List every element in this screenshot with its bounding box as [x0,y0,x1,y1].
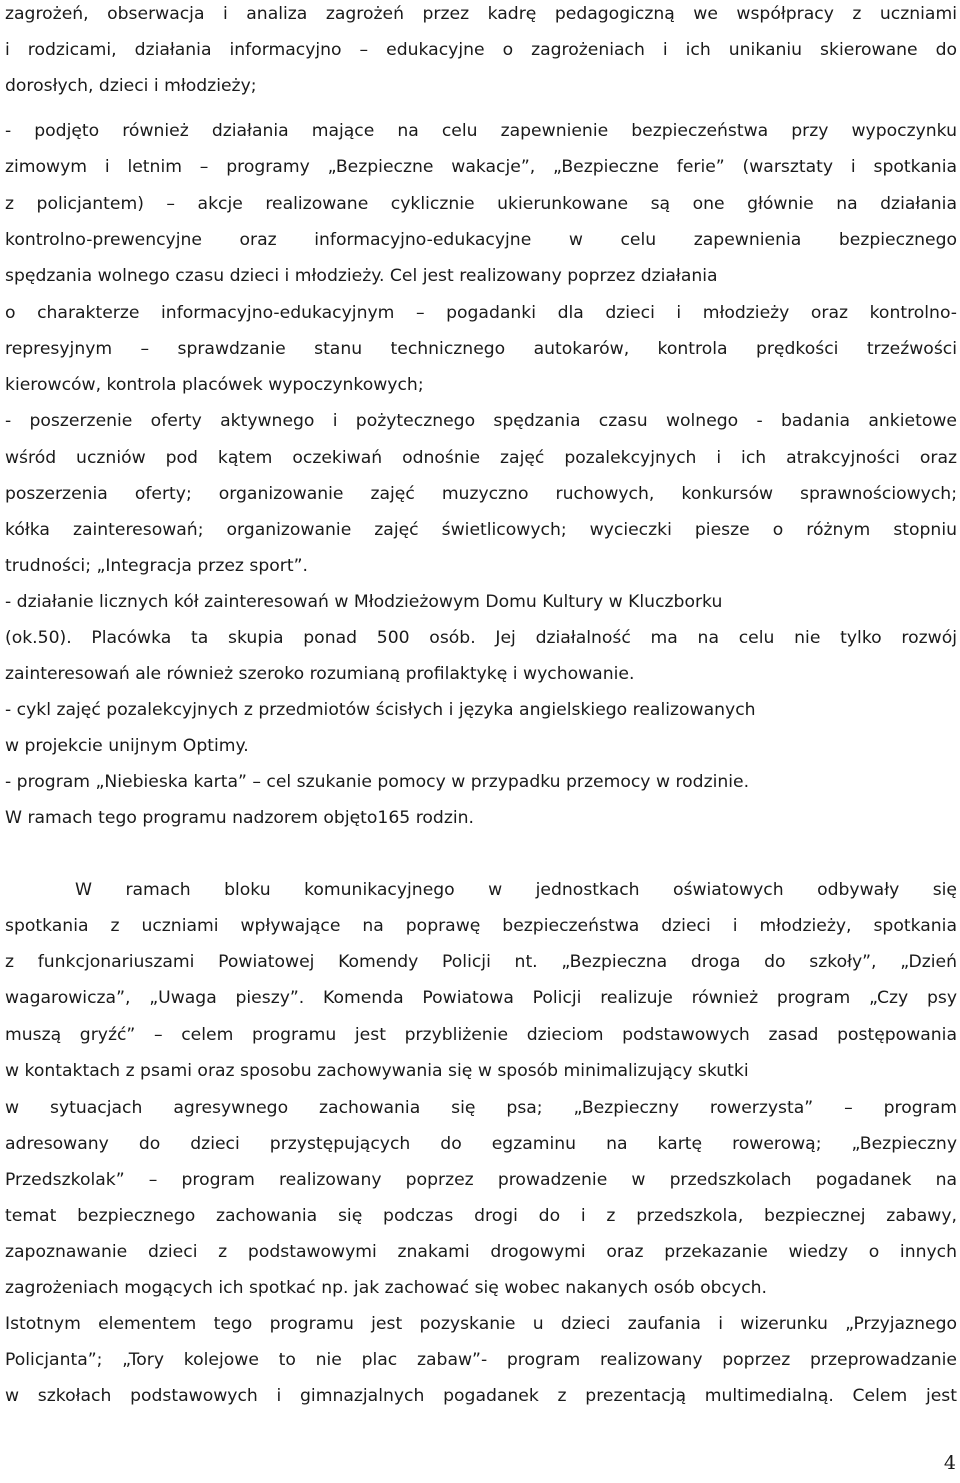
text-line: - poszerzenie oferty aktywnego i pożytecznego spędzania czasu wolnego - badania ankietowe [5,411,957,431]
text-line: w sytuacjach agresywnego zachowania się psa; „Bezpieczny rowerzysta” – program [5,1098,957,1118]
text-line: - podjęto również działania mające na celu zapewnienie bezpieczeństwa przy wypoczynku [5,121,957,141]
text-line: z funkcjonariuszami Powiatowej Komendy Policji nt. „Bezpieczna droga do szkoły”, „Dzień [5,952,957,972]
text-line: represyjnym – sprawdzanie stanu technicznego autokarów, kontrola prędkości trzeźwości [5,339,957,359]
text-line: o charakterze informacyjno-edukacyjnym – pogadanki dla dzieci i młodzieży oraz kontrolno- [5,303,957,323]
text-line: w szkołach podstawowych i gimnazjalnych pogadanek z prezentacją multimedialną. Celem jest [5,1386,957,1406]
text-line: - program „Niebieska karta” – cel szukanie pomocy w przypadku przemocy w rodzinie. [5,772,750,792]
text-line: adresowany do dzieci przystępujących do egzaminu na kartę rowerową; „Bezpieczny [5,1134,957,1154]
text-line: W ramach bloku komunikacyjnego w jednostkach oświatowych odbywały się [75,880,957,900]
text-line: zagrożeniach mogących ich spotkać np. jak zachować się wobec nakanych osób obcych. [5,1278,767,1298]
text-line: muszą gryźć” – celem programu jest przybliżenie dzieciom podstawowych zasad postępowania [5,1025,957,1045]
text-line: i rodzicami, działania informacyjno – edukacyjne o zagrożeniach i ich unikaniu skierowane do [5,40,957,60]
page-number: 4 [943,1452,956,1474]
text-line: w projekcie unijnym Optimy. [5,736,249,756]
text-line: zapoznawanie dzieci z podstawowymi znakami drogowymi oraz przekazanie wiedzy o innych [5,1242,957,1262]
text-line: - działanie licznych kół zainteresowań w Młodzieżowym Domu Kultury w Kluczborku [5,592,723,612]
text-line: temat bezpiecznego zachowania się podczas drogi do i z przedszkola, bezpiecznej zabawy, [5,1206,957,1226]
text-line: z policjantem) – akcje realizowane cyklicznie ukierunkowane są one głównie na działania [5,194,957,214]
text-line: Istotnym elementem tego programu jest pozyskanie u dzieci zaufania i wizerunku „Przyjaznego [5,1314,957,1334]
text-line: zimowym i letnim – programy „Bezpieczne wakacje”, „Bezpieczne ferie” (warsztaty i spotkania [5,157,957,177]
text-line: poszerzenia oferty; organizowanie zajęć muzyczno ruchowych, konkursów sprawnościowych; [5,484,957,504]
text-line: spotkania z uczniami wpływające na poprawę bezpieczeństwa dzieci i młodzieży, spotkania [5,916,957,936]
text-line: - cykl zajęć pozalekcyjnych z przedmiotów ścisłych i języka angielskiego realizowanych [5,700,756,720]
text-line: spędzania wolnego czasu dzieci i młodzieży. Cel jest realizowany poprzez działania [5,266,718,286]
text-line: kierowców, kontrola placówek wypoczynkowych; [5,375,424,395]
text-line: zagrożeń, obserwacja i analiza zagrożeń przez kadrę pedagogiczną we współpracy z uczniami [5,4,957,24]
text-line: kółka zainteresowań; organizowanie zajęć świetlicowych; wycieczki piesze o różnym stopniu [5,520,957,540]
text-line: W ramach tego programu nadzorem objęto165 rodzin. [5,808,474,828]
text-line: w kontaktach z psami oraz sposobu zachowywania się w sposób minimalizujący skutki [5,1061,749,1081]
text-line: zainteresowań ale również szeroko rozumianą profilaktykę i wychowanie. [5,664,635,684]
text-line: dorosłych, dzieci i młodzieży; [5,76,257,96]
text-line: (ok.50). Placówka ta skupia ponad 500 osób. Jej działalność ma na celu nie tylko rozwój [5,628,957,648]
text-line: kontrolno-prewencyjne oraz informacyjno-edukacyjne w celu zapewnienia bezpiecznego [5,230,957,250]
text-line: Przedszkolak” – program realizowany poprzez prowadzenie w przedszkolach pogadanek na [5,1170,957,1190]
text-line: wśród uczniów pod kątem oczekiwań odnośnie zajęć pozalekcyjnych i ich atrakcyjności oraz [5,448,957,468]
text-line: wagarowicza”, „Uwaga pieszy”. Komenda Powiatowa Policji realizuje również program „Czy psy [5,988,957,1008]
text-line: Policjanta”; „Tory kolejowe to nie plac zabaw”- program realizowany poprzez przeprowadzanie [5,1350,957,1370]
text-line: trudności; „Integracja przez sport”. [5,556,308,576]
